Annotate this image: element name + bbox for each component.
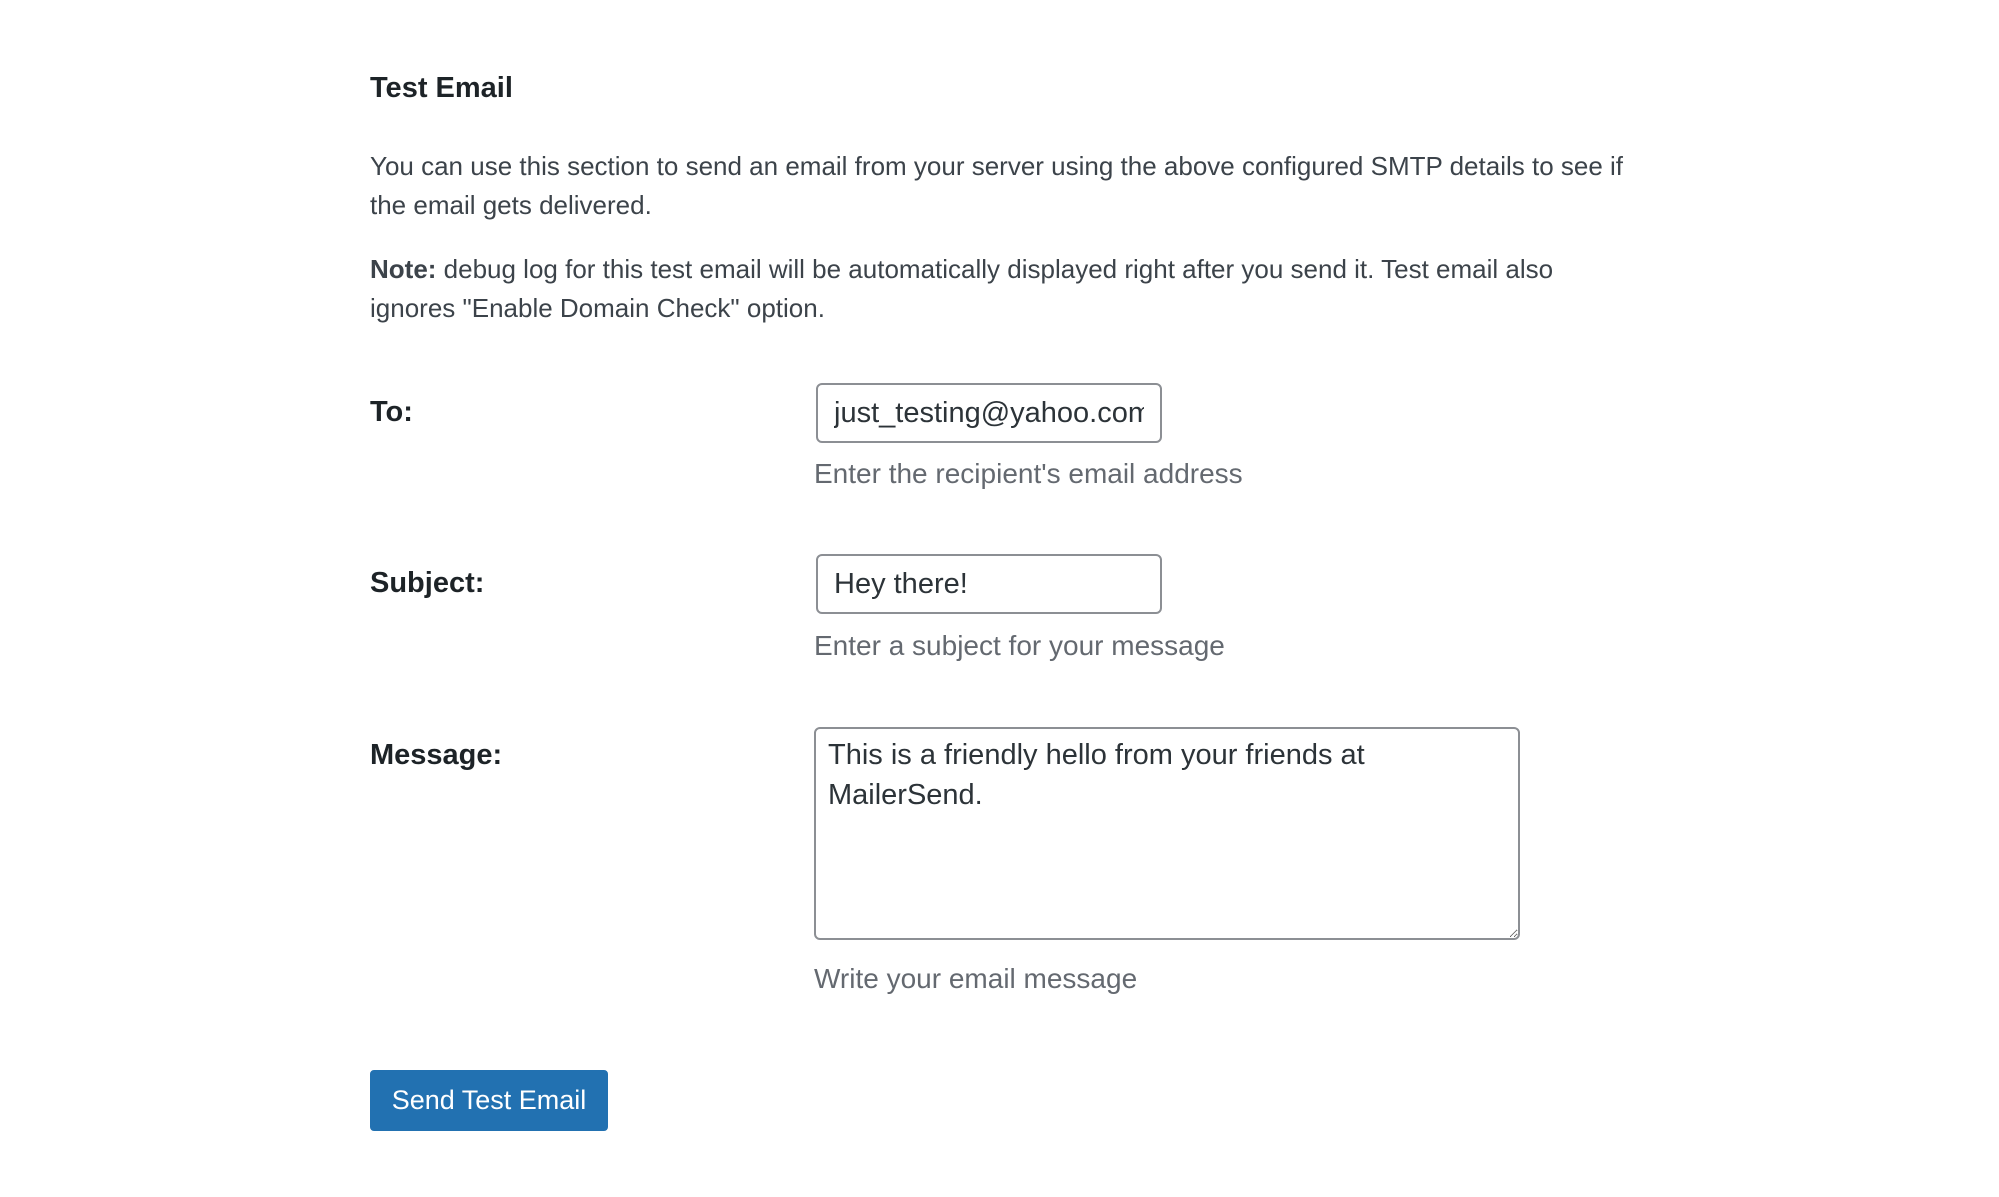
- to-help-text: Enter the recipient's email address: [814, 458, 1243, 489]
- to-label: To:: [370, 396, 413, 428]
- section-title: Test Email: [370, 72, 513, 104]
- message-help-text: Write your email message: [814, 963, 1138, 994]
- note-text: debug log for this test email will be automatically displayed right after you send it. Test email also ignores "Enable Domain Check" option.: [370, 254, 1554, 323]
- subject-input[interactable]: [816, 554, 1162, 614]
- subject-help-text: Enter a subject for your message: [814, 630, 1225, 661]
- message-label: Message:: [370, 739, 503, 771]
- message-textarea[interactable]: [814, 727, 1520, 940]
- send-test-email-button[interactable]: Send Test Email: [370, 1070, 608, 1131]
- intro-paragraph: You can use this section to send an email from your server using the above configured SMTP details to see if the email gets delivered.: [370, 151, 1624, 220]
- subject-label: Subject:: [370, 567, 485, 599]
- note-paragraph: [370, 250, 1640, 328]
- note-label: Note:: [370, 254, 437, 284]
- to-email-input[interactable]: [816, 383, 1162, 443]
